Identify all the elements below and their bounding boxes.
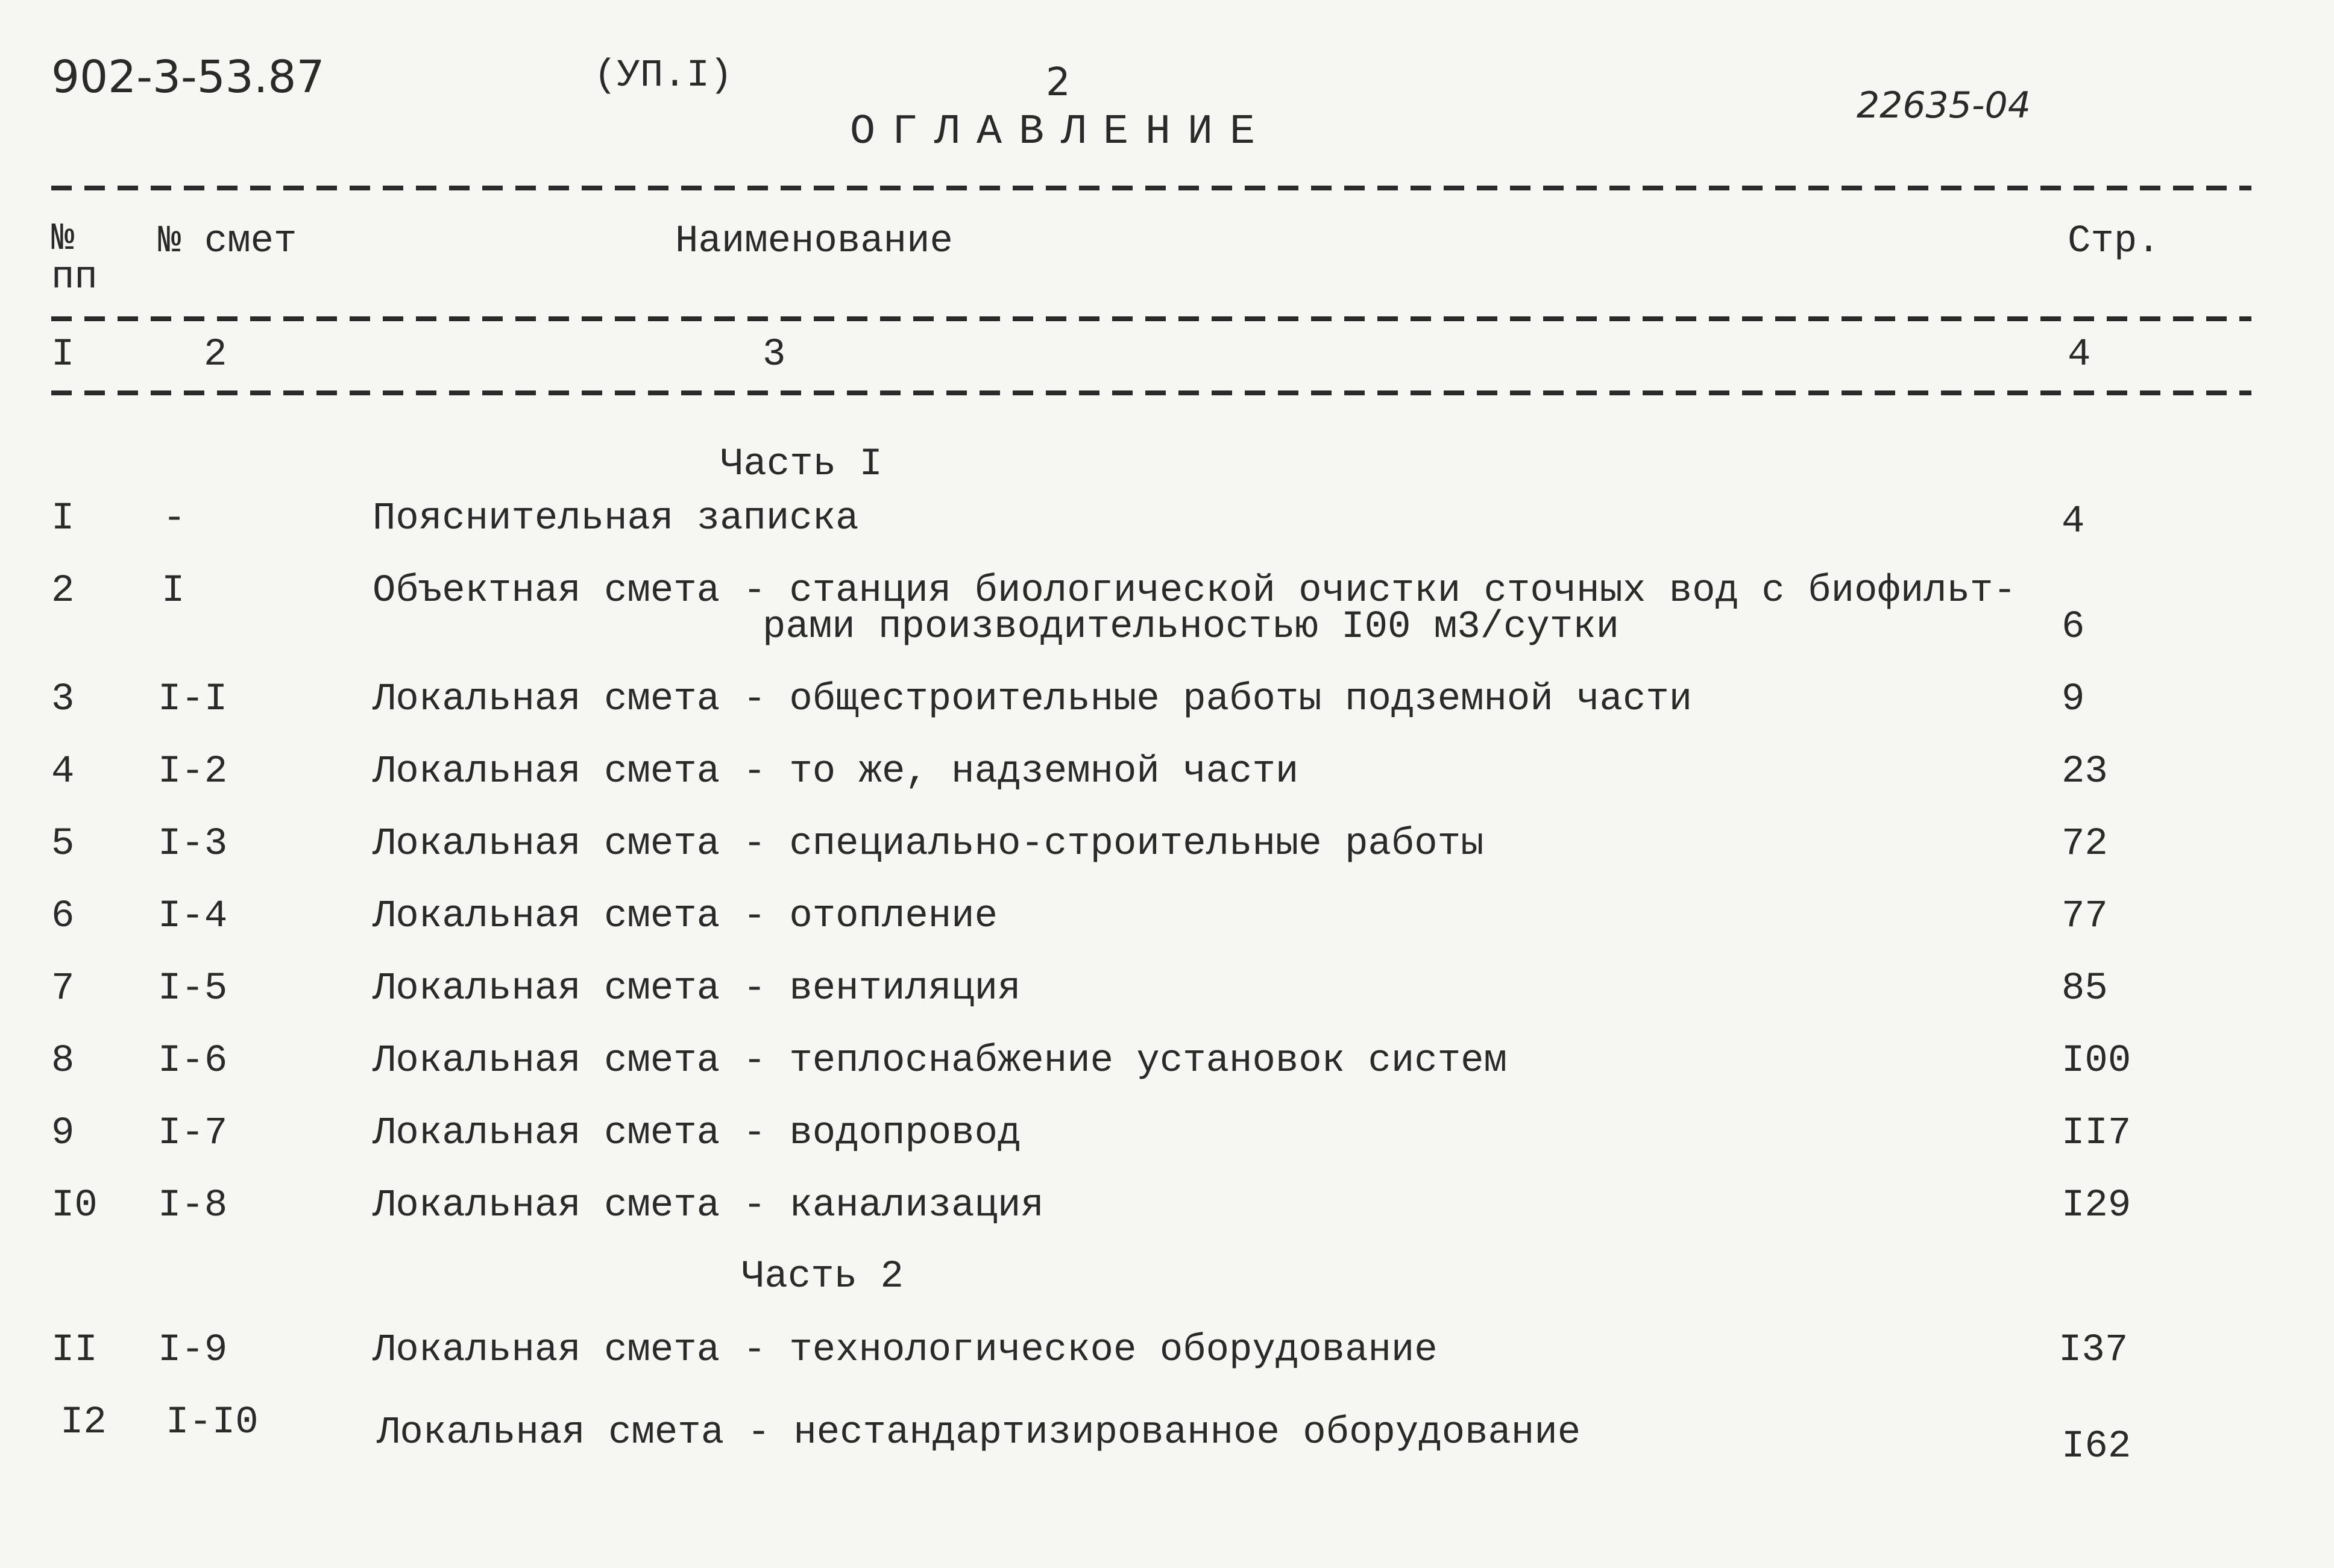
header-page: Стр. bbox=[2068, 220, 2160, 263]
header-num bbox=[51, 220, 98, 297]
row-estimate: I-4 bbox=[158, 895, 228, 938]
divider-middle bbox=[51, 316, 2251, 321]
row-estimate: I-7 bbox=[158, 1112, 228, 1155]
document-title: ОГЛАВЛЕНИЕ bbox=[850, 108, 1272, 156]
row-name: Локальная смета - технологическое оборудование bbox=[373, 1329, 1438, 1372]
row-estimate: I-I0 bbox=[166, 1401, 259, 1444]
header-num-line1: № bbox=[51, 218, 75, 261]
page-number: 2 bbox=[1046, 60, 1071, 105]
row-estimate: I-I bbox=[158, 678, 228, 721]
row-estimate: I-6 bbox=[158, 1040, 228, 1083]
column-number-3: 3 bbox=[763, 333, 786, 377]
row-num: I2 bbox=[60, 1401, 107, 1444]
row-page: 85 bbox=[2062, 967, 2108, 1011]
row-estimate: I-8 bbox=[158, 1184, 228, 1228]
column-number-1: I bbox=[51, 333, 75, 377]
row-page: I00 bbox=[2062, 1040, 2131, 1083]
row-num: 3 bbox=[51, 678, 75, 721]
row-page: 23 bbox=[2062, 750, 2108, 794]
row-name: Локальная смета - нестандартизированное оборудование bbox=[377, 1411, 1581, 1455]
header-estimate: № смет bbox=[158, 220, 297, 263]
row-num: 7 bbox=[51, 967, 75, 1011]
row-estimate: I-5 bbox=[158, 967, 228, 1011]
row-name: Объектная смета - станция биологической очистки сточных вод с биофильт- bbox=[373, 569, 2016, 613]
row-num: 5 bbox=[51, 823, 75, 866]
row-estimate: I-2 bbox=[158, 750, 228, 794]
row-name: Локальная смета - общестроительные работы подземной части bbox=[373, 678, 1693, 721]
row-page: 72 bbox=[2062, 823, 2108, 866]
row-num: 9 bbox=[51, 1112, 75, 1155]
row-page: 6 bbox=[2062, 606, 2085, 649]
row-num: 4 bbox=[51, 750, 75, 794]
row-name: Локальная смета - отопление bbox=[373, 895, 998, 938]
row-estimate: I bbox=[162, 569, 185, 613]
row-page: I29 bbox=[2062, 1184, 2131, 1228]
row-page: I37 bbox=[2059, 1329, 2128, 1372]
row-page: 77 bbox=[2062, 895, 2108, 938]
column-number-2: 2 bbox=[204, 333, 227, 377]
row-name: Локальная смета - теплоснабжение установок систем bbox=[373, 1040, 1507, 1083]
row-num: I bbox=[51, 497, 75, 541]
row-name: Пояснительная записка bbox=[373, 497, 859, 541]
row-page: 4 bbox=[2062, 500, 2085, 544]
row-num: II bbox=[51, 1329, 98, 1372]
row-estimate: I-3 bbox=[158, 823, 228, 866]
column-number-4: 4 bbox=[2068, 333, 2091, 377]
row-name: Локальная смета - канализация bbox=[373, 1184, 1044, 1228]
row-estimate: - bbox=[163, 497, 186, 541]
row-page: 9 bbox=[2062, 678, 2085, 721]
header-num-line2: пп bbox=[51, 256, 98, 299]
divider-top bbox=[51, 186, 2251, 190]
stamp-number: 22635-04 bbox=[1857, 84, 2031, 127]
header-name: Наименование bbox=[675, 220, 953, 263]
row-page: II7 bbox=[2062, 1112, 2131, 1155]
row-name: Локальная смета - специально-строительные работы bbox=[373, 823, 1484, 866]
row-num: 2 bbox=[51, 569, 75, 613]
document-code: 902-3-53.87 bbox=[51, 51, 325, 103]
row-page: I62 bbox=[2062, 1425, 2131, 1469]
row-num: I0 bbox=[51, 1184, 98, 1228]
row-num: 8 bbox=[51, 1040, 75, 1083]
section-title: Часть I bbox=[720, 443, 882, 486]
row-name: Локальная смета - вентиляция bbox=[373, 967, 1021, 1011]
row-name: Локальная смета - то же, надземной части bbox=[373, 750, 1299, 794]
album-label: (УП.I) bbox=[594, 54, 733, 98]
row-num: 6 bbox=[51, 895, 75, 938]
row-name-continuation: рами производительностью I00 м3/сутки bbox=[763, 606, 1620, 649]
divider-bottom bbox=[51, 390, 2251, 395]
row-estimate: I-9 bbox=[158, 1329, 228, 1372]
row-name: Локальная смета - водопровод bbox=[373, 1112, 1021, 1155]
section-title: Часть 2 bbox=[741, 1255, 904, 1299]
